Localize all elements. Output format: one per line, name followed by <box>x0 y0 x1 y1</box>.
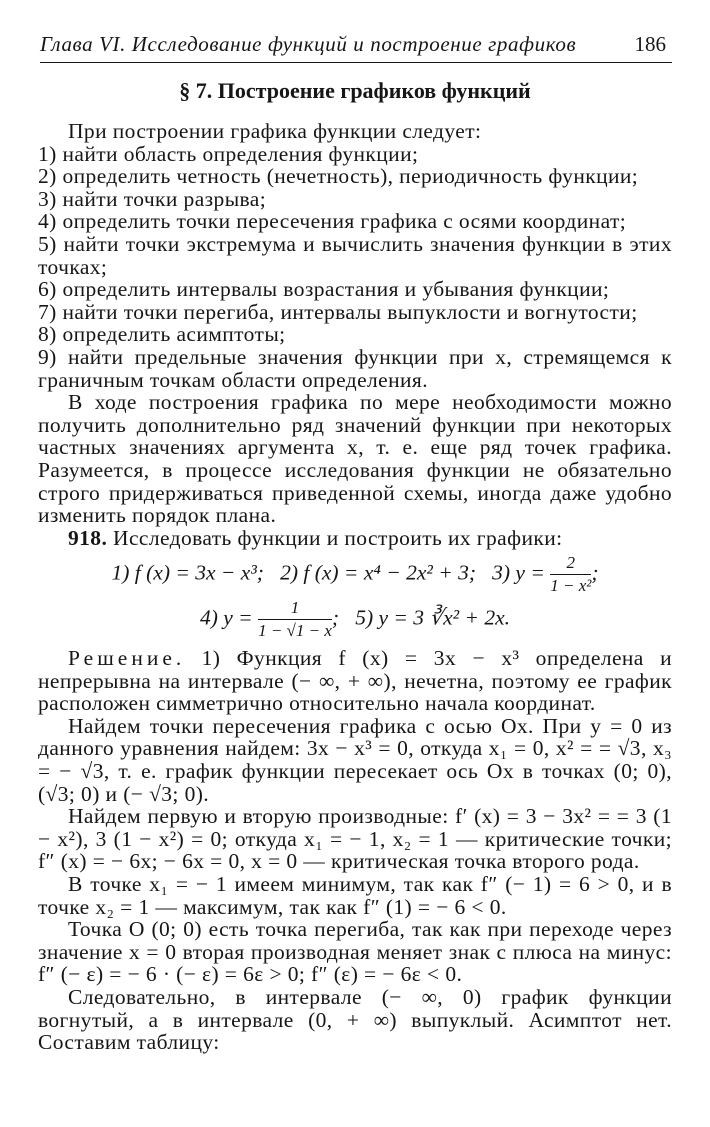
formula-row-1 <box>38 552 672 597</box>
running-header <box>40 30 672 63</box>
page-number: 186 <box>634 32 666 56</box>
solution-block <box>38 647 672 1054</box>
formula-3-fraction <box>550 552 591 597</box>
solution-p2: Найдем точки пересечения графика с осью Ox. При y = 0 из данного уравнения найдем: 3x − x³ = 0, откуда x₁ = 0, x² = = √3, x₃ = − √3, т. е. график функции пересекает ось Ox в точках (0; 0), (√3; 0) и (− √3; 0). <box>38 713 672 806</box>
solution-p5: Точка O (0; 0) есть точка перегиба, так как при переходе через значение x = 0 вторая производная меняет знак с плюса на минус: f″ (− ε) = − 6 · (− ε) = 6ε > 0; f″ (ε) = − 6ε < 0. <box>38 917 672 987</box>
intro-block <box>38 120 672 549</box>
section-heading: § 7. Построение графиков функций <box>179 78 531 103</box>
solution-p3: Найдем первую и вторую производные: f′ (x) = 3 − 3x² = = 3 (1 − x²), 3 (1 − x²) = 0; откуда x₁ = − 1, x₂ = 1 — критические точки; f″ (x) = − 6x; − 6x = 0, x = 0 — критическая точка второго рода. <box>38 804 672 874</box>
solution-p1 <box>38 647 672 715</box>
solution-p6: Следовательно, в интервале (− ∞, 0) график функции вогнутый, а в интервале (0, + ∞) выпуклый. Асимптот нет. Составим таблицу: <box>38 984 672 1055</box>
step-9: 9) найти предельные значения функции при x, стремящемся к граничным точкам области определения. <box>38 344 672 392</box>
chapter-title: Глава VI. Исследование функций и построение графиков <box>40 32 577 56</box>
step-7: 7) найти точки перегиба, интервалы выпуклости и вогнутости; <box>38 299 638 324</box>
problem-number: 918. <box>68 525 108 550</box>
formula-4-end: ; <box>331 605 340 630</box>
step-6: 6) определить интервалы возрастания и убывания функции; <box>38 277 610 302</box>
formula-4-lhs: 4) y = <box>199 605 253 630</box>
solution-p1-text: 1) Функция f (x) = 3x − x³ определена и непрерывна на интервале (− ∞, + ∞), нечетна, поэтому ее график расположен симметрично относительно начала координат. <box>38 646 672 716</box>
formula-4-denominator: 1 − √1 − x <box>258 621 332 640</box>
formula-5: 5) y = 3 ∛x² + 2x. <box>355 605 511 630</box>
step-1: 1) найти область определения функции; <box>38 141 419 166</box>
intro-note: В ходе построения графика по мере необходимости можно получить дополнительно ряд значений функции при некоторых частных значениях аргумента x, т. е. еще ряд точек графика. Разумеется, в процессе исследования функции не обязательно строго придерживаться приведенной схемы, иногда даже удобно изменить порядок плана. <box>38 390 672 528</box>
formula-3-denominator: 1 − x² <box>550 576 592 595</box>
formula-3-numerator: 2 <box>550 552 591 575</box>
intro-lead: При построении графика функции следует: <box>68 119 482 143</box>
formula-4-numerator: 1 <box>258 597 332 620</box>
formula-4-fraction <box>258 597 332 642</box>
step-4: 4) определить точки пересечения графика с осями координат; <box>38 209 627 234</box>
formula-3-lhs: 3) y = <box>492 560 545 585</box>
problem-text: Исследовать функции и построить их графики: <box>113 525 563 550</box>
step-8: 8) определить асимптоты; <box>38 322 286 347</box>
formula-3-end: ; <box>591 560 599 585</box>
step-2: 2) определить четность (нечетность), периодичность функции; <box>38 164 639 189</box>
formula-row-2 <box>38 597 672 642</box>
problem-statement <box>38 527 672 550</box>
step-3: 3) найти точки разрыва; <box>38 186 267 211</box>
formula-1: 1) f (x) = 3x − x³; <box>111 560 264 585</box>
solution-label: Решение. <box>68 646 186 670</box>
solution-p4: В точке x₁ = − 1 имеем минимум, так как f″ (− 1) = 6 > 0, и в точке x₂ = 1 — максимум, так как f″ (1) = − 6 < 0. <box>38 871 672 919</box>
step-5: 5) найти точки экстремума и вычислить значения функции в этих точках; <box>38 231 672 279</box>
formula-2: 2) f (x) = x⁴ − 2x² + 3; <box>280 560 476 585</box>
